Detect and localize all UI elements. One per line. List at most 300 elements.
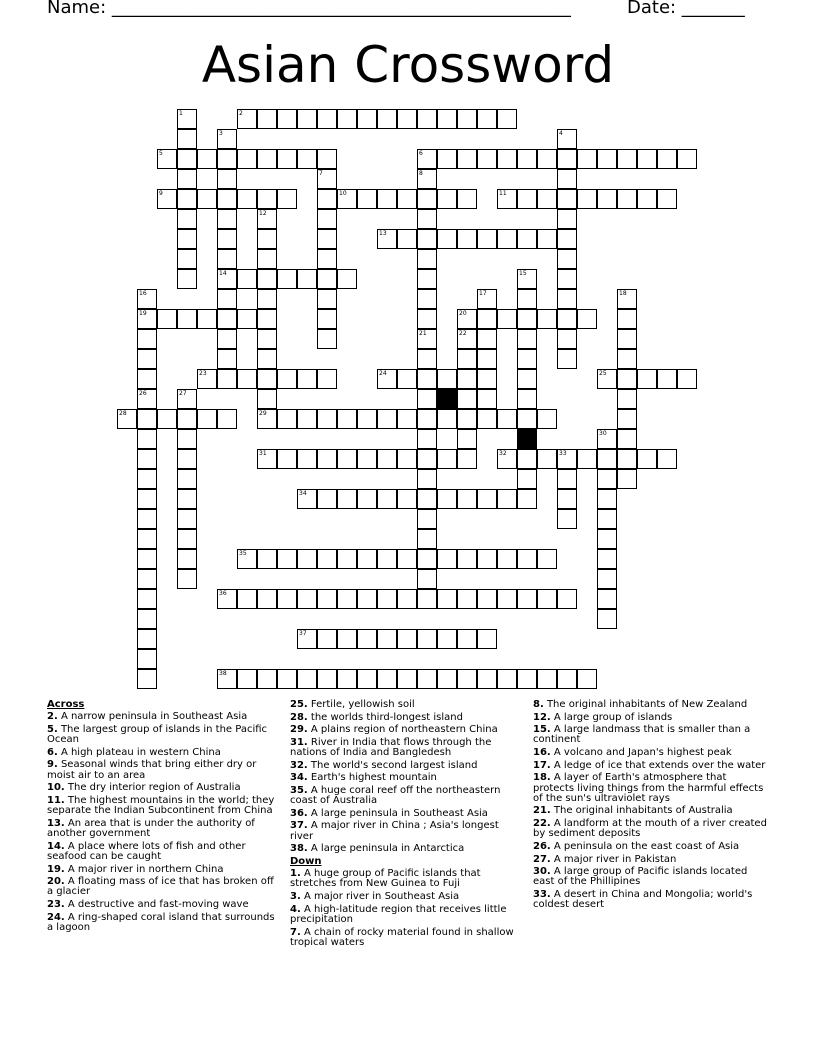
crossword-cell[interactable] (257, 449, 277, 469)
crossword-cell[interactable] (297, 449, 317, 469)
crossword-cell[interactable] (177, 429, 197, 449)
crossword-cell[interactable] (137, 529, 157, 549)
crossword-cell[interactable] (137, 449, 157, 469)
crossword-cell[interactable] (417, 109, 437, 129)
crossword-cell[interactable] (497, 489, 517, 509)
crossword-cell[interactable] (217, 249, 237, 269)
crossword-cell[interactable] (437, 449, 457, 469)
crossword-cell[interactable] (557, 589, 577, 609)
crossword-cell[interactable] (257, 109, 277, 129)
crossword-cell[interactable] (477, 389, 497, 409)
crossword-cell[interactable] (517, 669, 537, 689)
crossword-cell[interactable] (357, 109, 377, 129)
crossword-cell[interactable] (457, 309, 477, 329)
crossword-cell[interactable] (317, 209, 337, 229)
crossword-cell[interactable] (297, 549, 317, 569)
crossword-cell[interactable] (477, 109, 497, 129)
crossword-cell[interactable] (457, 109, 477, 129)
crossword-cell[interactable] (397, 549, 417, 569)
crossword-cell[interactable] (537, 189, 557, 209)
crossword-cell[interactable] (137, 549, 157, 569)
crossword-cell[interactable] (377, 589, 397, 609)
crossword-cell[interactable] (297, 589, 317, 609)
crossword-cell[interactable] (417, 489, 437, 509)
crossword-cell[interactable] (637, 189, 657, 209)
crossword-cell[interactable] (137, 669, 157, 689)
crossword-cell[interactable] (417, 509, 437, 529)
crossword-cell[interactable] (177, 169, 197, 189)
crossword-cell[interactable] (517, 369, 537, 389)
crossword-cell[interactable] (217, 409, 237, 429)
crossword-cell[interactable] (197, 149, 217, 169)
crossword-cell[interactable] (377, 369, 397, 389)
crossword-cell[interactable] (217, 189, 237, 209)
crossword-cell[interactable] (317, 489, 337, 509)
crossword-cell[interactable] (177, 449, 197, 469)
crossword-cell[interactable] (337, 449, 357, 469)
crossword-cell[interactable] (217, 229, 237, 249)
crossword-cell[interactable] (617, 189, 637, 209)
crossword-cell[interactable] (397, 629, 417, 649)
crossword-cell[interactable] (437, 149, 457, 169)
crossword-cell[interactable] (277, 589, 297, 609)
crossword-cell[interactable] (597, 469, 617, 489)
crossword-cell[interactable] (477, 329, 497, 349)
crossword-cell[interactable] (257, 349, 277, 369)
crossword-cell[interactable] (537, 229, 557, 249)
crossword-cell[interactable] (257, 669, 277, 689)
crossword-cell[interactable] (137, 629, 157, 649)
crossword-cell[interactable] (517, 409, 537, 429)
crossword-cell[interactable] (617, 469, 637, 489)
crossword-cell[interactable] (597, 189, 617, 209)
crossword-cell[interactable] (177, 109, 197, 129)
crossword-cell[interactable] (217, 289, 237, 309)
crossword-cell[interactable] (597, 509, 617, 529)
crossword-cell[interactable] (617, 149, 637, 169)
crossword-cell[interactable] (617, 289, 637, 309)
crossword-cell[interactable] (597, 369, 617, 389)
crossword-cell[interactable] (497, 229, 517, 249)
crossword-cell[interactable] (457, 389, 477, 409)
crossword-cell[interactable] (417, 409, 437, 429)
crossword-cell[interactable] (437, 589, 457, 609)
crossword-cell[interactable] (417, 209, 437, 229)
crossword-cell[interactable] (457, 189, 477, 209)
crossword-cell[interactable] (317, 309, 337, 329)
crossword-cell[interactable] (317, 289, 337, 309)
crossword-cell[interactable] (517, 449, 537, 469)
crossword-cell[interactable] (297, 109, 317, 129)
crossword-cell[interactable] (277, 409, 297, 429)
crossword-cell[interactable] (177, 269, 197, 289)
crossword-cell[interactable] (377, 669, 397, 689)
crossword-cell[interactable] (317, 369, 337, 389)
crossword-cell[interactable] (377, 229, 397, 249)
crossword-cell[interactable] (417, 429, 437, 449)
crossword-cell[interactable] (417, 229, 437, 249)
crossword-cell[interactable] (497, 309, 517, 329)
crossword-cell[interactable] (677, 369, 697, 389)
crossword-cell[interactable] (437, 489, 457, 509)
crossword-cell[interactable] (417, 549, 437, 569)
crossword-cell[interactable] (417, 589, 437, 609)
crossword-cell[interactable] (177, 509, 197, 529)
crossword-cell[interactable] (417, 449, 437, 469)
crossword-cell[interactable] (337, 489, 357, 509)
crossword-cell[interactable] (337, 549, 357, 569)
crossword-cell[interactable] (337, 589, 357, 609)
crossword-cell[interactable] (297, 629, 317, 649)
crossword-cell[interactable] (257, 289, 277, 309)
crossword-cell[interactable] (577, 669, 597, 689)
crossword-cell[interactable] (397, 489, 417, 509)
crossword-cell[interactable] (277, 369, 297, 389)
crossword-cell[interactable] (517, 229, 537, 249)
crossword-cell[interactable] (157, 409, 177, 429)
crossword-cell[interactable] (277, 449, 297, 469)
crossword-cell[interactable] (617, 409, 637, 429)
crossword-cell[interactable] (297, 269, 317, 289)
crossword-cell[interactable] (457, 149, 477, 169)
crossword-cell[interactable] (477, 549, 497, 569)
crossword-cell[interactable] (537, 449, 557, 469)
crossword-cell[interactable] (377, 409, 397, 429)
crossword-cell[interactable] (537, 309, 557, 329)
crossword-cell[interactable] (457, 329, 477, 349)
crossword-cell[interactable] (137, 489, 157, 509)
crossword-cell[interactable] (137, 569, 157, 589)
crossword-cell[interactable] (317, 629, 337, 649)
crossword-cell[interactable] (497, 189, 517, 209)
crossword-cell[interactable] (517, 289, 537, 309)
crossword-cell[interactable] (617, 309, 637, 329)
crossword-cell[interactable] (557, 249, 577, 269)
crossword-cell[interactable] (237, 589, 257, 609)
crossword-cell[interactable] (177, 569, 197, 589)
crossword-cell[interactable] (137, 389, 157, 409)
crossword-cell[interactable] (457, 629, 477, 649)
crossword-cell[interactable] (177, 309, 197, 329)
crossword-cell[interactable] (337, 269, 357, 289)
crossword-cell[interactable] (397, 669, 417, 689)
crossword-cell[interactable] (177, 389, 197, 409)
crossword-cell[interactable] (217, 269, 237, 289)
crossword-cell[interactable] (237, 269, 257, 289)
crossword-cell[interactable] (297, 669, 317, 689)
crossword-cell[interactable] (517, 309, 537, 329)
crossword-cell[interactable] (177, 229, 197, 249)
crossword-cell[interactable] (377, 489, 397, 509)
crossword-cell[interactable] (277, 189, 297, 209)
crossword-cell[interactable] (657, 449, 677, 469)
crossword-cell[interactable] (357, 669, 377, 689)
crossword-cell[interactable] (597, 589, 617, 609)
crossword-cell[interactable] (417, 369, 437, 389)
crossword-cell[interactable] (557, 169, 577, 189)
crossword-cell[interactable] (237, 189, 257, 209)
crossword-cell[interactable] (577, 449, 597, 469)
crossword-cell[interactable] (317, 409, 337, 429)
crossword-cell[interactable] (257, 229, 277, 249)
crossword-cell[interactable] (497, 549, 517, 569)
crossword-cell[interactable] (597, 569, 617, 589)
crossword-cell[interactable] (357, 589, 377, 609)
crossword-cell[interactable] (177, 129, 197, 149)
crossword-cell[interactable] (597, 529, 617, 549)
crossword-cell[interactable] (257, 149, 277, 169)
crossword-cell[interactable] (277, 109, 297, 129)
crossword-cell[interactable] (337, 109, 357, 129)
crossword-cell[interactable] (317, 549, 337, 569)
crossword-cell[interactable] (217, 369, 237, 389)
crossword-cell[interactable] (517, 149, 537, 169)
crossword-cell[interactable] (597, 609, 617, 629)
crossword-cell[interactable] (557, 289, 577, 309)
crossword-cell[interactable] (537, 409, 557, 429)
crossword-cell[interactable] (357, 489, 377, 509)
crossword-cell[interactable] (257, 389, 277, 409)
crossword-cell[interactable] (317, 109, 337, 129)
crossword-cell[interactable] (277, 669, 297, 689)
crossword-cell[interactable] (517, 189, 537, 209)
crossword-cell[interactable] (437, 109, 457, 129)
crossword-cell[interactable] (317, 229, 337, 249)
crossword-cell[interactable] (237, 369, 257, 389)
crossword-cell[interactable] (437, 409, 457, 429)
crossword-cell[interactable] (417, 189, 437, 209)
crossword-cell[interactable] (457, 489, 477, 509)
crossword-cell[interactable] (317, 669, 337, 689)
crossword-cell[interactable] (357, 549, 377, 569)
crossword-cell[interactable] (317, 149, 337, 169)
crossword-cell[interactable] (317, 449, 337, 469)
crossword-cell[interactable] (217, 669, 237, 689)
crossword-cell[interactable] (217, 589, 237, 609)
crossword-cell[interactable] (477, 629, 497, 649)
crossword-cell[interactable] (277, 149, 297, 169)
crossword-cell[interactable] (257, 329, 277, 349)
crossword-cell[interactable] (657, 189, 677, 209)
crossword-cell[interactable] (557, 449, 577, 469)
crossword-cell[interactable] (217, 349, 237, 369)
crossword-cell[interactable] (577, 149, 597, 169)
crossword-cell[interactable] (477, 309, 497, 329)
crossword-cell[interactable] (477, 349, 497, 369)
crossword-cell[interactable] (317, 249, 337, 269)
crossword-cell[interactable] (517, 389, 537, 409)
crossword-cell[interactable] (217, 309, 237, 329)
crossword-cell[interactable] (637, 449, 657, 469)
crossword-cell[interactable] (457, 669, 477, 689)
crossword-cell[interactable] (457, 449, 477, 469)
crossword-cell[interactable] (257, 249, 277, 269)
crossword-cell[interactable] (137, 429, 157, 449)
crossword-cell[interactable] (637, 149, 657, 169)
crossword-cell[interactable] (337, 189, 357, 209)
crossword-cell[interactable] (157, 189, 177, 209)
crossword-cell[interactable] (417, 309, 437, 329)
crossword-cell[interactable] (677, 149, 697, 169)
crossword-cell[interactable] (417, 329, 437, 349)
crossword-cell[interactable] (357, 189, 377, 209)
crossword-cell[interactable] (137, 609, 157, 629)
crossword-cell[interactable] (517, 349, 537, 369)
crossword-cell[interactable] (477, 489, 497, 509)
crossword-cell[interactable] (477, 369, 497, 389)
crossword-cell[interactable] (177, 489, 197, 509)
crossword-cell[interactable] (557, 129, 577, 149)
crossword-cell[interactable] (317, 589, 337, 609)
crossword-cell[interactable] (177, 409, 197, 429)
crossword-cell[interactable] (137, 589, 157, 609)
crossword-cell[interactable] (597, 549, 617, 569)
crossword-cell[interactable] (477, 149, 497, 169)
crossword-cell[interactable] (197, 409, 217, 429)
crossword-cell[interactable] (597, 449, 617, 469)
crossword-cell[interactable] (177, 189, 197, 209)
crossword-cell[interactable] (557, 669, 577, 689)
crossword-cell[interactable] (137, 309, 157, 329)
crossword-cell[interactable] (297, 369, 317, 389)
crossword-cell[interactable] (557, 149, 577, 169)
crossword-cell[interactable] (397, 109, 417, 129)
crossword-cell[interactable] (477, 229, 497, 249)
crossword-cell[interactable] (217, 329, 237, 349)
crossword-cell[interactable] (417, 569, 437, 589)
crossword-cell[interactable] (557, 329, 577, 349)
crossword-cell[interactable] (237, 669, 257, 689)
crossword-cell[interactable] (417, 249, 437, 269)
crossword-cell[interactable] (297, 489, 317, 509)
crossword-cell[interactable] (197, 369, 217, 389)
crossword-cell[interactable] (457, 549, 477, 569)
crossword-cell[interactable] (397, 229, 417, 249)
crossword-cell[interactable] (517, 329, 537, 349)
crossword-cell[interactable] (217, 209, 237, 229)
crossword-cell[interactable] (417, 529, 437, 549)
crossword-cell[interactable] (317, 169, 337, 189)
crossword-cell[interactable] (397, 589, 417, 609)
crossword-cell[interactable] (417, 669, 437, 689)
crossword-cell[interactable] (537, 669, 557, 689)
crossword-cell[interactable] (617, 369, 637, 389)
crossword-cell[interactable] (257, 589, 277, 609)
crossword-cell[interactable] (417, 629, 437, 649)
crossword-cell[interactable] (397, 409, 417, 429)
crossword-cell[interactable] (337, 669, 357, 689)
crossword-cell[interactable] (557, 229, 577, 249)
crossword-cell[interactable] (357, 629, 377, 649)
crossword-cell[interactable] (397, 449, 417, 469)
crossword-cell[interactable] (237, 309, 257, 329)
crossword-cell[interactable] (657, 149, 677, 169)
crossword-cell[interactable] (337, 409, 357, 429)
crossword-cell[interactable] (257, 549, 277, 569)
crossword-cell[interactable] (397, 369, 417, 389)
crossword-cell[interactable] (497, 589, 517, 609)
crossword-cell[interactable] (137, 369, 157, 389)
crossword-cell[interactable] (557, 209, 577, 229)
crossword-cell[interactable] (177, 469, 197, 489)
crossword-cell[interactable] (517, 469, 537, 489)
crossword-cell[interactable] (237, 109, 257, 129)
crossword-cell[interactable] (477, 669, 497, 689)
crossword-cell[interactable] (437, 189, 457, 209)
crossword-cell[interactable] (117, 409, 137, 429)
crossword-cell[interactable] (517, 489, 537, 509)
crossword-cell[interactable] (517, 269, 537, 289)
crossword-cell[interactable] (377, 449, 397, 469)
crossword-cell[interactable] (377, 629, 397, 649)
crossword-cell[interactable] (437, 669, 457, 689)
crossword-cell[interactable] (277, 269, 297, 289)
crossword-cell[interactable] (257, 309, 277, 329)
crossword-cell[interactable] (617, 429, 637, 449)
crossword-cell[interactable] (597, 489, 617, 509)
crossword-cell[interactable] (577, 189, 597, 209)
crossword-cell[interactable] (137, 409, 157, 429)
crossword-cell[interactable] (577, 309, 597, 329)
crossword-cell[interactable] (617, 349, 637, 369)
crossword-cell[interactable] (557, 309, 577, 329)
crossword-cell[interactable] (197, 309, 217, 329)
crossword-cell[interactable] (417, 289, 437, 309)
crossword-cell[interactable] (457, 429, 477, 449)
crossword-cell[interactable] (177, 549, 197, 569)
crossword-cell[interactable] (237, 549, 257, 569)
crossword-cell[interactable] (477, 289, 497, 309)
crossword-cell[interactable] (417, 269, 437, 289)
crossword-cell[interactable] (417, 149, 437, 169)
crossword-cell[interactable] (537, 549, 557, 569)
crossword-cell[interactable] (177, 249, 197, 269)
crossword-cell[interactable] (497, 149, 517, 169)
crossword-cell[interactable] (537, 149, 557, 169)
crossword-cell[interactable] (637, 369, 657, 389)
crossword-cell[interactable] (157, 309, 177, 329)
crossword-cell[interactable] (497, 109, 517, 129)
crossword-cell[interactable] (397, 189, 417, 209)
crossword-cell[interactable] (417, 469, 437, 489)
crossword-cell[interactable] (177, 529, 197, 549)
crossword-cell[interactable] (377, 109, 397, 129)
crossword-cell[interactable] (437, 549, 457, 569)
crossword-cell[interactable] (477, 409, 497, 429)
crossword-cell[interactable] (257, 409, 277, 429)
crossword-cell[interactable] (477, 589, 497, 609)
crossword-cell[interactable] (457, 369, 477, 389)
crossword-cell[interactable] (177, 149, 197, 169)
crossword-cell[interactable] (137, 509, 157, 529)
crossword-cell[interactable] (377, 549, 397, 569)
crossword-cell[interactable] (317, 189, 337, 209)
crossword-cell[interactable] (657, 369, 677, 389)
crossword-cell[interactable] (317, 269, 337, 289)
crossword-cell[interactable] (457, 229, 477, 249)
crossword-cell[interactable] (377, 189, 397, 209)
crossword-cell[interactable] (337, 629, 357, 649)
crossword-cell[interactable] (457, 349, 477, 369)
crossword-cell[interactable] (597, 149, 617, 169)
crossword-cell[interactable] (357, 449, 377, 469)
crossword-cell[interactable] (417, 389, 437, 409)
crossword-cell[interactable] (217, 149, 237, 169)
crossword-cell[interactable] (317, 329, 337, 349)
crossword-cell[interactable] (217, 169, 237, 189)
crossword-cell[interactable] (137, 649, 157, 669)
crossword-cell[interactable] (157, 149, 177, 169)
